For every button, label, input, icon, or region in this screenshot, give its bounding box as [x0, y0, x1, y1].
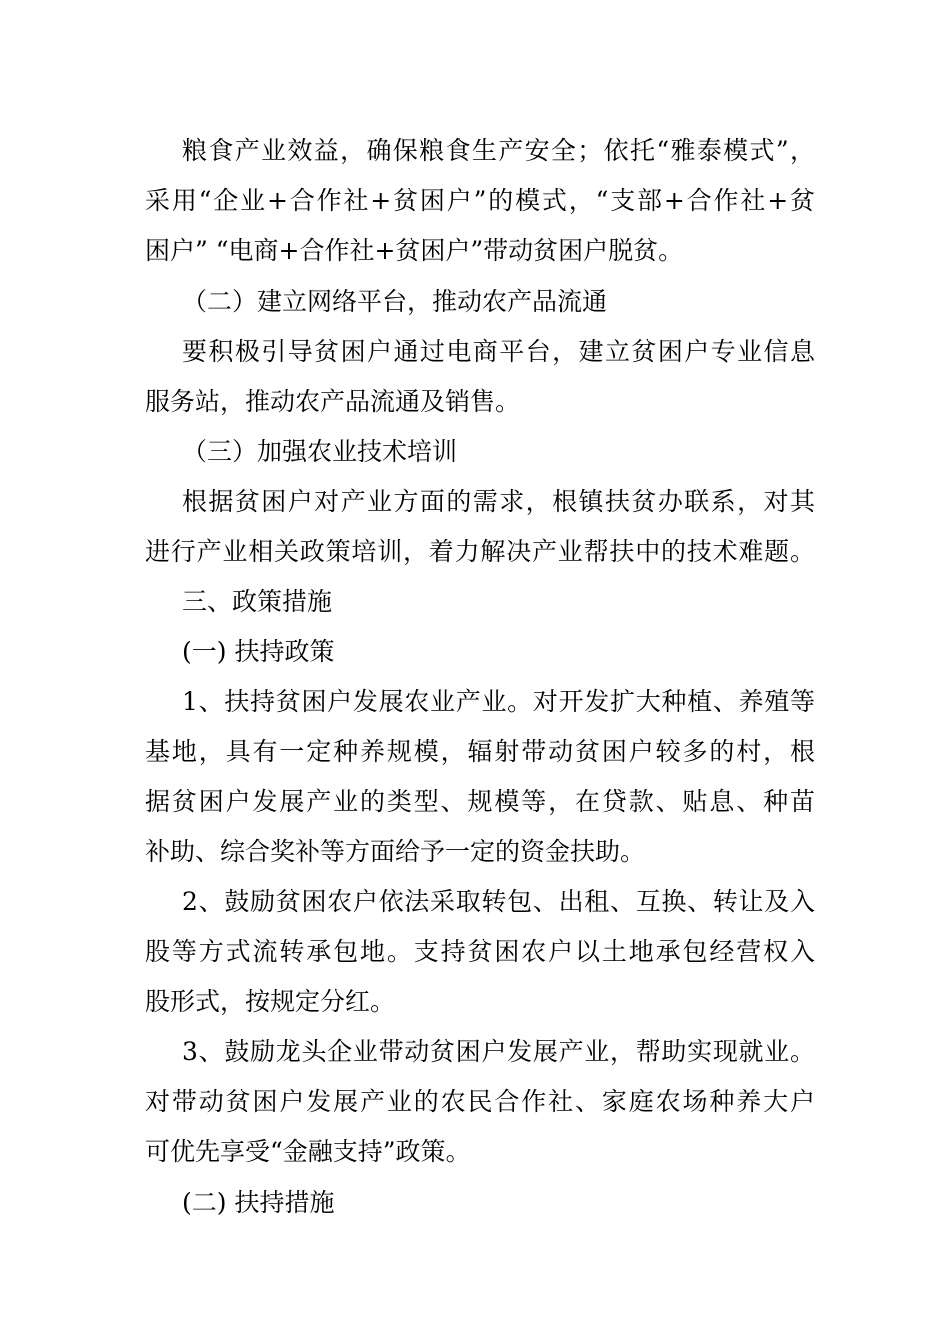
section-heading: (一) 扶持政策: [182, 637, 335, 666]
paragraph-line: 2、鼓励贫困农户依法采取转包、出租、互换、转让及入: [182, 887, 815, 916]
paragraph-line: 采用“企业+合作社+贫困户”的模式，“支部+合作社+贫: [145, 186, 815, 215]
paragraph-line: 据贫困户发展产业的类型、规模等，在贷款、贴息、种苗: [145, 787, 815, 816]
section-heading: 三、政策措施: [182, 587, 333, 616]
paragraph-line: 要积极引导贫困户通过电商平台，建立贫困户专业信息: [182, 337, 815, 366]
paragraph-line: 对带动贫困户发展产业的农民合作社、家庭农场种养大户: [145, 1087, 815, 1116]
paragraph-line: 进行产业相关政策培训，着力解决产业帮扶中的技术难题。: [145, 537, 815, 566]
paragraph-line: 根据贫困户对产业方面的需求，根镇扶贫办联系，对其: [182, 487, 815, 516]
paragraph-line: 困户” “电商+合作社+贫困户”带动贫困户脱贫。: [145, 236, 684, 265]
paragraph-line: 可优先享受“金融支持”政策。: [145, 1137, 471, 1166]
section-heading: （二）建立网络平台，推动农产品流通: [182, 287, 608, 316]
paragraph-line: 基地，具有一定种养规模，辐射带动贫困户较多的村，根: [145, 737, 815, 766]
paragraph-line: 服务站，推动农产品流通及销售。: [145, 387, 521, 416]
section-heading: （三）加强农业技术培训: [182, 437, 458, 466]
paragraph-line: 1、扶持贫困户发展农业产业。对开发扩大种植、养殖等: [182, 687, 815, 716]
paragraph-line: 补助、综合奖补等方面给予一定的资金扶助。: [145, 837, 646, 866]
paragraph-line: 股形式，按规定分红。: [145, 987, 396, 1016]
paragraph-line: 股等方式流转承包地。支持贫困农户以土地承包经营权入: [145, 937, 815, 966]
paragraph-line: 3、鼓励龙头企业带动贫困户发展产业，帮助实现就业。: [182, 1037, 815, 1066]
section-heading: (二) 扶持措施: [182, 1188, 335, 1217]
paragraph-line: 粮食产业效益，确保粮食生产安全；依托“雅泰模式”，: [182, 136, 815, 165]
